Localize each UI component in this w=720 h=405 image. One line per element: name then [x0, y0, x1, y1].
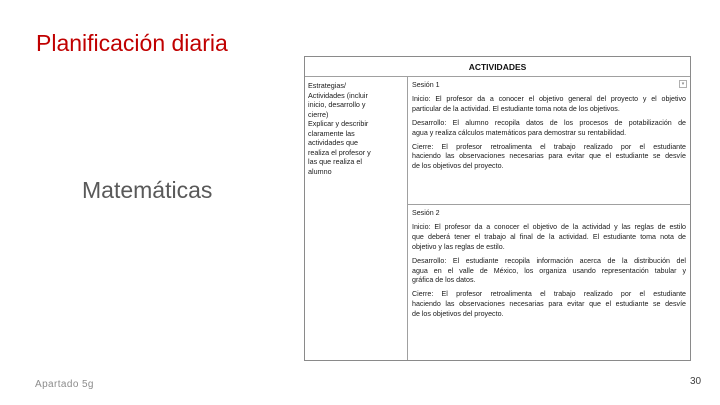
paragraph-line: Cierre: El profesor retroalimenta el trabajo realizado por el estudiante — [412, 290, 686, 299]
paragraph-line: Cierre: El profesor retroalimenta el trabajo realizado por el estudiante — [412, 142, 686, 151]
strategies-line: las que realiza el — [308, 157, 362, 166]
activities-header: ACTIVIDADES — [305, 57, 690, 77]
slide-subtitle: Matemáticas — [82, 177, 213, 203]
strategies-line: alumno — [308, 166, 332, 176]
session-2-desarrollo — [412, 257, 686, 287]
paragraph-line: agua y realiza cálculos matemáticos para demostrar su rentabilidad. — [412, 128, 627, 137]
sessions-column — [408, 77, 690, 361]
paragraph-line: particular de la actividad. El estudiante toma nota de los objetivos. — [412, 104, 620, 113]
paragraph-line: de los objetivos del proyecto. — [412, 310, 504, 319]
session-2-title: Sesión 2 — [412, 209, 440, 217]
activities-document-image — [304, 56, 691, 361]
cell-corner-icon: ▾ — [679, 80, 687, 88]
paragraph-line: Inicio: El profesor da a conocer el objetivo general del proyecto y el objetivo — [412, 94, 686, 103]
paragraph-line: de los objetivos del proyecto. — [412, 162, 504, 171]
strategies-line: Estrategias/ — [308, 81, 346, 90]
session-1-title: Sesión 1 — [412, 81, 440, 89]
session-1-cell — [408, 77, 690, 205]
session-1-cierre — [412, 143, 686, 173]
paragraph-line: haciendo las observaciones necesarias para evitar que el estudiante se desvíe — [412, 300, 686, 309]
strategies-line: claramente las — [308, 128, 355, 138]
slide-title: Planificación diaria — [36, 30, 228, 56]
session-1-desarrollo — [412, 119, 686, 139]
paragraph-line: Desarrollo: El estudiante recopila información acerca de la distribución del — [412, 256, 686, 265]
footer-label: Apartado 5g — [35, 379, 94, 390]
session-2-cell — [408, 205, 690, 361]
strategies-line: Actividades (incluir — [308, 90, 368, 100]
paragraph-line: que deberá tener el trabajo al final de la actividad. El estudiante toma nota de — [412, 232, 686, 241]
paragraph-line: gráfica de los datos. — [412, 276, 476, 285]
session-1-inicio — [412, 95, 686, 115]
session-2-inicio — [412, 223, 686, 253]
strategies-line: Explicar y describir — [308, 119, 369, 128]
strategies-line: actividades que — [308, 138, 358, 147]
strategies-line: realiza el profesor y — [308, 147, 371, 157]
strategies-line: inicio, desarrollo y — [308, 100, 366, 109]
strategies-column — [305, 77, 408, 361]
paragraph-line: Inicio: El profesor da a conocer el objetivo de la actividad y las reglas de estilo — [412, 222, 686, 231]
session-2-cierre — [412, 290, 686, 320]
paragraph-line: Desarrollo: El alumno recopila datos de los procesos de potabilización de — [412, 118, 686, 127]
strategies-line: cierre) — [308, 109, 329, 119]
paragraph-line: haciendo las observaciones necesarias para evitar que el estudiante se desvíe — [412, 152, 686, 161]
page-number: 30 — [690, 376, 702, 387]
paragraph-line: agua en el valle de México, los organiza usando representación tabular y — [412, 266, 686, 275]
paragraph-line: objetivo y las reglas de estilo. — [412, 242, 505, 251]
